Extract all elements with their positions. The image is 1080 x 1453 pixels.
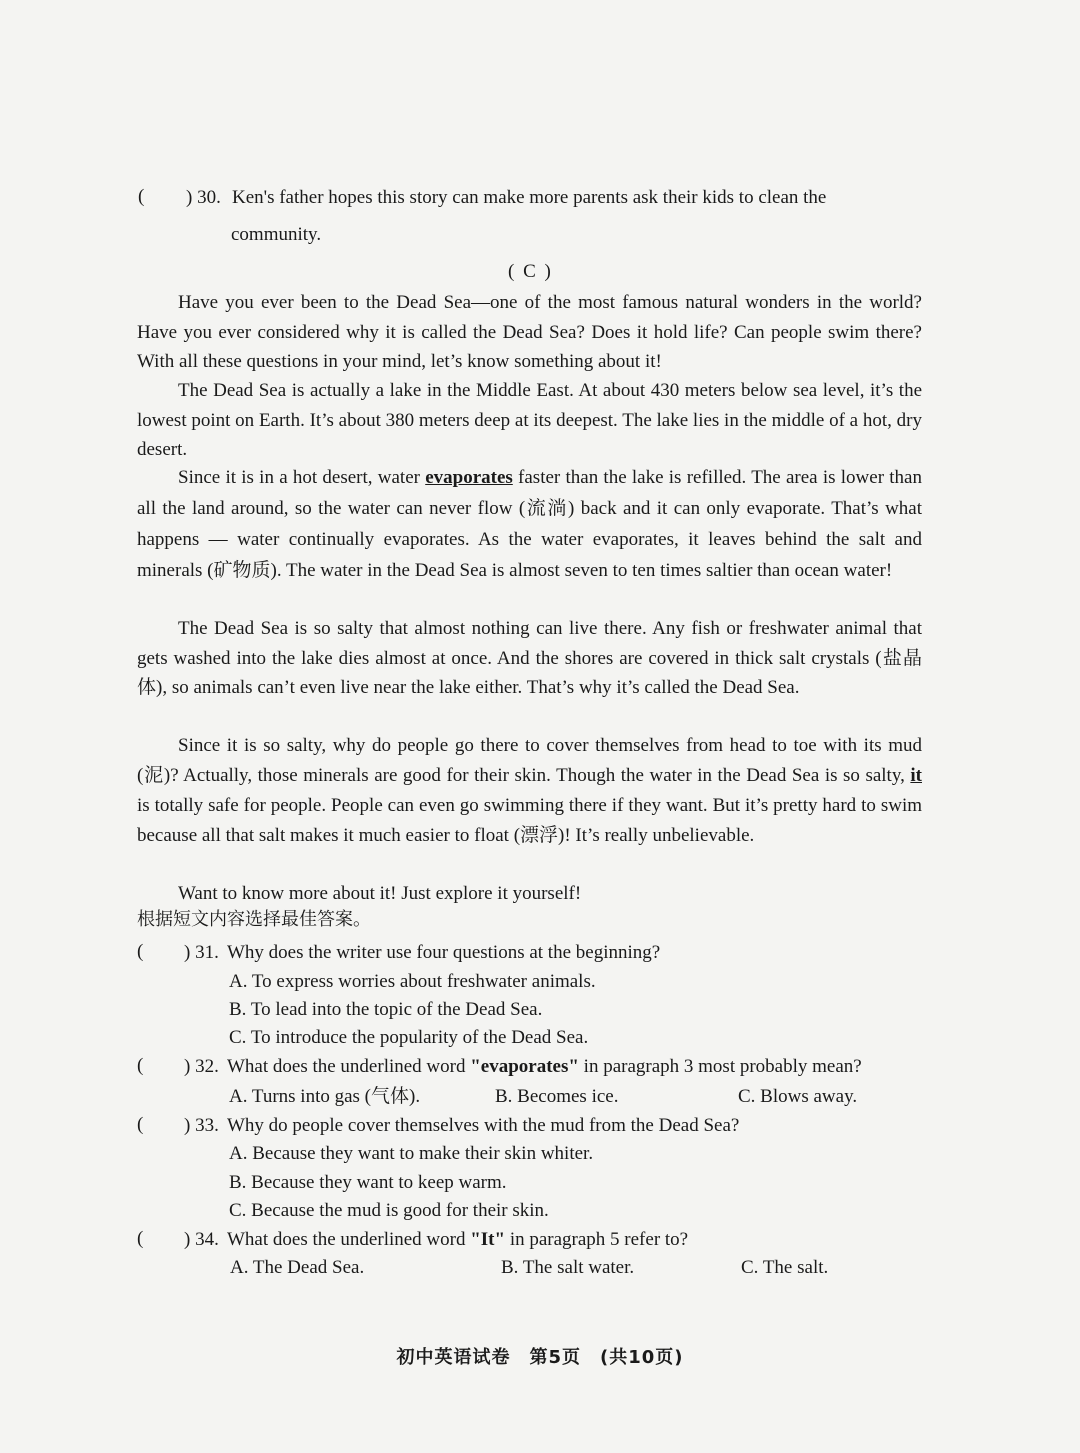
question-30-text: Ken's father hopes this story can make more parents ask their kids to clean the (232, 187, 827, 208)
question-34-option-b: B. The salt water. (501, 1257, 635, 1278)
section-label: ( C ) (508, 261, 553, 282)
question-33-option-c: C. Because the mud is good for their skin. (229, 1200, 549, 1221)
passage-paragraph-3: Since it is in a hot desert, water evaporates faster than the lake is refilled. The area is lower than all the land around, so the water can never flow (流淌) back and it can only evaporate. That’s what happens — water continually evaporates. As the water evaporates, it leaves behind the salt and minerals (矿物质). The water in the Dead Sea is almost seven to ten times saltier than ocean water! (137, 467, 922, 581)
instruction-text: 根据短文内容选择最佳答案。 (137, 909, 371, 930)
answer-bracket-open: ( (137, 1055, 144, 1076)
underlined-word-evaporates: evaporates (425, 467, 513, 488)
question-31-text: Why does the writer use four questions at the beginning? (227, 942, 661, 963)
question-34-text: What does the underlined word "It" in paragraph 5 refer to? (227, 1229, 689, 1250)
question-34-option-a: A. The Dead Sea. (230, 1257, 365, 1278)
underlined-word-it: it (910, 765, 922, 786)
answer-bracket-open: ( (137, 941, 144, 962)
question-32-option-c: C. Blows away. (738, 1086, 858, 1107)
question-33-number: ) 33. (184, 1115, 219, 1136)
question-30-number: ) 30. (186, 187, 221, 208)
passage-paragraph-4: The Dead Sea is so salty that almost nothing can live there. Any fish or freshwater animal that gets washed into the lake dies almost at once. And the shores are covered in thick salt crystals (盐晶体), so animals can’t even live near the lake either. That’s why it’s called the Dead Sea. (137, 618, 922, 698)
question-32-option-b: B. Becomes ice. (495, 1086, 619, 1107)
passage-paragraph-1: Have you ever been to the Dead Sea—one of the most famous natural wonders in the world? Have you ever considered why it is called the Dead Sea? Does it hold life? Can people swim there? With all these questions in your mind, let’s know something about it! (137, 292, 922, 372)
passage-paragraph-2: The Dead Sea is actually a lake in the Middle East. At about 430 meters below sea level, it’s the lowest point on Earth. It’s about 380 meters deep at its deepest. The lake lies in the middle of a hot, dry desert. (137, 380, 922, 460)
question-31-option-a: A. To express worries about freshwater animals. (229, 971, 596, 992)
question-34-number: ) 34. (184, 1229, 219, 1250)
question-33-text: Why do people cover themselves with the mud from the Dead Sea? (227, 1115, 740, 1136)
question-31-option-b: B. To lead into the topic of the Dead Sea. (229, 999, 543, 1020)
question-31-number: ) 31. (184, 942, 219, 963)
question-33-option-b: B. Because they want to keep warm. (229, 1172, 507, 1193)
question-30-text-continued: community. (231, 224, 322, 245)
answer-bracket-open: ( (138, 186, 145, 207)
question-32-number: ) 32. (184, 1056, 219, 1077)
question-33-option-a: A. Because they want to make their skin whiter. (229, 1143, 594, 1164)
answer-bracket-open: ( (137, 1228, 144, 1249)
passage-paragraph-6: Want to know more about it! Just explore it yourself! (178, 883, 582, 904)
question-34-option-c: C. The salt. (741, 1257, 829, 1278)
question-32-option-a: A. Turns into gas (气体). (229, 1086, 421, 1107)
page-footer: 初中英语试卷 第5页 (共10页) (396, 1347, 684, 1368)
question-31-option-c: C. To introduce the popularity of the Dead Sea. (229, 1027, 589, 1048)
question-32-text: What does the underlined word "evaporates" in paragraph 3 most probably mean? (227, 1056, 862, 1077)
answer-bracket-open: ( (137, 1114, 144, 1135)
passage-paragraph-5: Since it is so salty, why do people go there to cover themselves from head to toe with its mud (泥)? Actually, those minerals are good for their skin. Though the water in the Dead Sea is so salty, it is totally safe for people. People can even go swimming there if they want. But it’s pretty hard to swim because all that salt makes it much easier to float (漂浮)! It’s really unbelievable. (137, 735, 922, 846)
